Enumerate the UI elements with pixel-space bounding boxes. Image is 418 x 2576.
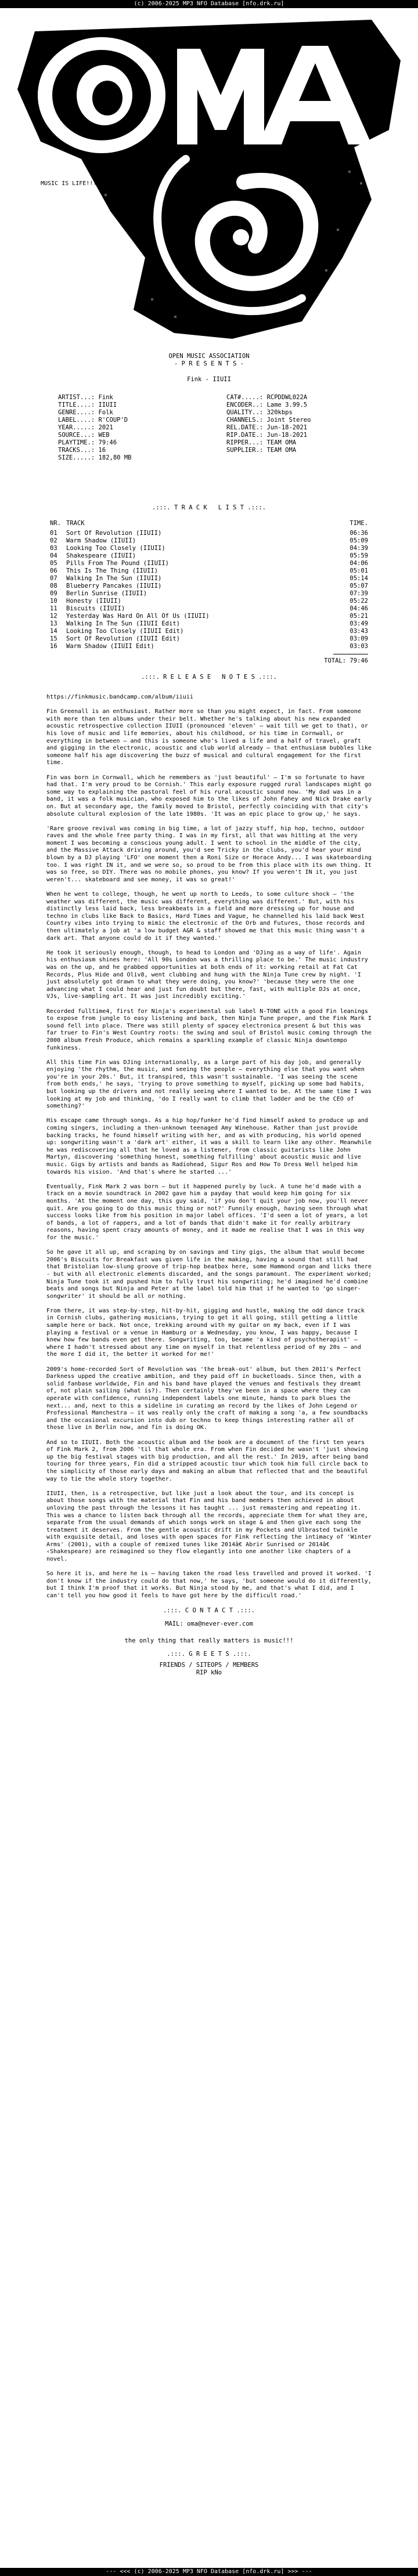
info-right-label: RIPPER	[226, 439, 248, 446]
info-left-label: GENRE	[58, 409, 77, 416]
info-left-dots: ....:	[76, 417, 99, 424]
info-right-dots: ..:	[252, 409, 267, 416]
track-time: 06:36	[349, 530, 368, 537]
info-left-label: TITLE	[58, 401, 77, 408]
logo-tagline: MUSIC IS LIFE!!!	[41, 180, 97, 187]
release-info-right	[226, 394, 377, 454]
track-number: 02	[50, 537, 57, 544]
info-left-value: IIUII	[98, 401, 117, 408]
oma-ascii-logo	[0, 8, 418, 350]
track-time: 05:14	[349, 575, 368, 582]
info-right-row	[226, 424, 377, 432]
tracklist-columns	[46, 520, 372, 527]
info-left-row	[58, 409, 209, 417]
track-name: Blueberry Pancakes (IIUII)	[66, 583, 162, 589]
track-number: 06	[50, 567, 57, 574]
release-notes	[46, 694, 372, 1600]
track-row	[46, 537, 372, 545]
track-time: 05:01	[349, 567, 368, 574]
track-name: Yesterday Was Hard On All Of Us (IIUII)	[66, 613, 210, 620]
info-right-value: 320kbps	[266, 409, 293, 416]
track-time: 05:07	[349, 583, 368, 589]
track-number: 12	[50, 613, 57, 620]
info-right-dots: ..:	[252, 401, 267, 408]
info-left-row	[58, 394, 209, 401]
info-right-value: Lame 3.99.5	[266, 401, 308, 408]
track-time: 03:49	[349, 620, 368, 627]
track-row	[46, 613, 372, 620]
contact-mail: MAIL: oma@never-ever.com	[165, 1620, 253, 1628]
track-name: Sort Of Revolution (IIUII)	[66, 530, 162, 537]
track-row	[46, 635, 372, 643]
info-left-value: Fink	[98, 394, 113, 401]
motto: the only thing that really matters is music!!!	[124, 1637, 294, 1645]
info-right-row	[226, 417, 377, 424]
info-left-row	[58, 439, 209, 447]
notes-paragraph: Recorded fulltime4, first for Ninja's experimental sub label N-TONE with a good Fin leanings to expose from jungle to easy listening and back, then Ninja Tune proper, and the Fink Mark I sound fell into place. There was still plenty of spacey electronica present & but this was far truer to Fin's West Country roots: the swing and soul of Bristol music coming through the 2000 album Fresh Produce, which remains a sparkling example of classic Ninja downtempo funkiness.	[46, 1008, 372, 1051]
info-right-row	[226, 432, 377, 439]
track-name: Warm Shadow (IIUII Edit)	[66, 643, 154, 650]
track-name: Biscuits (IIUII)	[66, 605, 125, 612]
track-name: Honesty (IIUII)	[66, 598, 121, 605]
col-time: TIME.	[349, 520, 368, 527]
notes-paragraph: And so to IIUII. Both the acoustic album and the book are a document of the first ten years of Fink Mark 2, from 2006 'til that whole era. From when Fin decided he wasn't 'just showing up the big festival stages with big production, and all the rest.' In 2019, after being band touring for three years, Fin did a stripped acoustic tour which took him full circle back to the simplicity of those early days and making an album that reflected that and the beautiful way to tie the whole story together.	[46, 1439, 368, 1482]
notes-paragraph: 'Rare groove revival was coming in big time, a lot of jazzy stuff, hip hop, techno, outdoor raves and the whole free party thing. I was in my first, all that was hitting at the very moment I was becoming a conscious young adult. I went to school in the middle of the city, and the Massive Attack driving around, you'd see Tricky in the clubs, you'd hear your mind blown by a DJ playing 'LFO' one moment then a Roni Size or Horace Andy... I was skateboarding too. I was right IN it, and we were so, so proud to be from this place with its own thing. It was so free, so DIY. There was no mobile phones, you know? If you weren't IN it, you just weren't... skateboard and see money, it was so great!'	[46, 825, 372, 883]
info-left-label: LABEL	[58, 417, 77, 424]
track-name: This Is The Thing (IIUII)	[66, 567, 158, 574]
info-right-row	[226, 409, 377, 417]
info-left-label: YEAR	[58, 424, 73, 431]
info-right-row	[226, 394, 377, 401]
tracklist	[46, 530, 372, 650]
info-left-dots: ...:	[80, 394, 99, 401]
logo-letter-o-hole	[92, 81, 122, 115]
info-left-dots: .....:	[73, 424, 99, 431]
info-right-label: CHANNELS	[226, 417, 256, 424]
info-left-value: 79:46	[98, 439, 117, 446]
info-left-label: TRACKS	[58, 447, 80, 454]
notes-paragraph: So he gave it all up, and scraping by on savings and tiny gigs, the album that would become 2006's Biscuits for Breakfast was given life in the making, having a sound that still had that Bristolian low-slung groove of trip-hop beatbox here, some Hammond organ and licks there - but with all electronic elements discarded, and the songs paramount. The experiment worked; Ninja Tune took it and pushed him to fully trust his songwriting; he'd imagined he'd combine beats and songs but Ninja and Peter at the label told him that if he wanted to 'go singer-songwriter' it should be all or nothing.	[46, 1249, 372, 1300]
notes-paragraph: Eventually, Fink Mark 2 was born – but it happened purely by luck. A tune he'd made with a track on a movie soundtrack in 2002 gave him a payday that would keep him going for six months. 'At the moment one day, this guy said, 'if you don't quit your job now, you'll never quit. Are you going to do this music thing or not?' Funnily enough, having seen through what success looks like from his position in major label offices. 'I'd seen a lot of years, a lot of bands, a lot of rappers, and a lot of bands that didn't make it for really arbitrary reasons, having spent crazy amounts of money, and it made me realise that I was in this way for the music.'	[46, 1183, 368, 1241]
track-number: 08	[50, 583, 57, 589]
info-left-label: PLAYTIME	[58, 439, 88, 446]
logo-artwork	[0, 8, 418, 350]
release-notes-heading: .:::. R E L E A S E N O T E S .:::.	[141, 674, 277, 681]
info-left-value: 182,80 MB	[98, 454, 132, 461]
info-left-row	[58, 447, 209, 454]
track-name: Pills From The Pound (IIUII)	[66, 560, 170, 567]
greets-line-2: RIP kNo	[196, 1669, 222, 1677]
track-name: Walking In The Sun (IIUII)	[66, 575, 162, 582]
info-left-row	[58, 417, 209, 424]
contact-heading: .:::. C O N T A C T .:::.	[163, 1607, 255, 1615]
info-right-label: SUPPLIER	[226, 447, 256, 454]
info-right-value: Jun-18-2021	[266, 432, 308, 439]
track-row	[46, 605, 372, 613]
greets-heading: .:::. G R E E T S .:::.	[167, 1651, 251, 1658]
info-left-value: WEB	[98, 432, 110, 439]
association-name: OPEN MUSIC ASSOCIATION	[168, 353, 250, 360]
track-name: Berlin Sunrise (IIUII)	[66, 590, 147, 597]
info-left-value: 16	[98, 447, 106, 454]
track-row	[46, 628, 372, 635]
info-right-row	[226, 401, 377, 409]
track-name: Sort Of Revolution (IIUII Edit)	[66, 635, 180, 642]
col-track: TRACK	[66, 520, 85, 527]
info-right-row	[226, 439, 377, 447]
track-row	[46, 530, 372, 537]
track-row	[46, 643, 372, 650]
track-number: 09	[50, 590, 57, 597]
track-number: 16	[50, 643, 57, 650]
info-left-dots: ....:	[76, 409, 99, 416]
info-right-value: RCPDDWL022A	[266, 394, 308, 401]
total-block	[46, 650, 372, 665]
track-row	[46, 567, 372, 575]
info-right-value: TEAM OMA	[266, 447, 297, 454]
track-row	[46, 545, 372, 552]
track-number: 10	[50, 598, 57, 605]
track-row	[46, 620, 372, 628]
info-right-label: ENCODER	[226, 401, 253, 408]
track-row	[46, 552, 372, 560]
track-number: 11	[50, 605, 57, 612]
release-info-left	[58, 394, 209, 462]
info-right-dots: .:	[255, 424, 267, 431]
notes-paragraph: When he went to college, though, he went up north to Leeds, to some culture shock – 'the weather was different, the music was different, everything was different.' But, with his distinctly less laid back, less breakbeats in a field and more dressing up for house and techno in clubs like Back to Basics, Hard Times and Vague, he channelled his laid back West Country vibes into trying to mimic the electronic of the Orb and Futures, those records and then ultimately a job at 'a low budget A&R & staff showed me that this music thing wasn't a dark art. That anyone could do it if they wanted.'	[46, 891, 365, 942]
track-row	[46, 575, 372, 583]
notes-paragraph: All this time Fin was DJing internationally, as a large part of his day job, and generally enjoying 'the rhythm, the music, and seeing the people – everything else that you want when you're in your 20s.' But, it transpired, this wasn't sustainable. 'I was seeing the scene from both ends,' he says, 'trying to prove something to myself, picking up some bad habits, but looking up the drivers and not really seeing where I wanted to be. At the same time I was looking at my job and thinking, 'do I really want to climb that ladder and be the CEO of something?'	[46, 1059, 372, 1110]
info-right-label: CAT#	[226, 394, 242, 401]
track-row	[46, 583, 372, 590]
presents-line: - P R E S E N T S -	[174, 360, 244, 367]
info-left-label: ARTIST	[58, 394, 80, 401]
top-banner: (c) 2006-2025 MP3 NFO Database [nfo.drk.ru]	[0, 0, 418, 8]
logo-swirl-center	[233, 229, 249, 245]
info-left-row	[58, 424, 209, 432]
greets-line-1: FRIENDS / SITEOPS / MEMBERS	[159, 1662, 259, 1669]
info-left-row	[58, 432, 209, 439]
info-right-dots: .:	[255, 417, 267, 424]
release-title: Fink - IIUII	[187, 376, 231, 383]
track-time: 04:06	[349, 560, 368, 567]
col-nr: NR.	[50, 520, 61, 527]
info-right-row	[226, 447, 377, 454]
track-name: Looking Too Closely (IIUII)	[66, 545, 165, 552]
track-name: Shakespeare (IIUII)	[66, 552, 136, 559]
track-row	[46, 598, 372, 605]
info-left-dots: ....:	[76, 401, 99, 408]
track-time: 05:21	[349, 613, 368, 620]
notes-url: https://finkmusic.bandcamp.com/album/iiuii	[46, 694, 193, 700]
track-row	[46, 590, 372, 598]
info-left-label: SOURCE	[58, 432, 80, 439]
track-number: 03	[50, 545, 57, 552]
track-time: 04:46	[349, 605, 368, 612]
track-number: 14	[50, 628, 57, 635]
track-time: 05:09	[349, 537, 368, 544]
info-right-label: RIP.DATE	[226, 432, 256, 439]
track-time: 03:43	[349, 628, 368, 635]
track-number: 07	[50, 575, 57, 582]
track-number: 05	[50, 560, 57, 567]
notes-paragraph: Fin Greenall is an enthusiast. Rather more so than you might expect, in fact. From someone with more than ten albums under their belt. Whether he's talking about his new expanded acoustic retrospective collection IIUII (pronounced 'eleven' – wait till we get to that), or his love of music and life memories, about his childhood, or his time in Cornwall, or everything in between – and this is someone who's lived a life and a half of travel, graft and gigging in the electronic, acoustic and club world already – that enthusiasm bubbles like someone half his age discovering the buzz of musical and cultural engagement for the first time.	[46, 708, 372, 766]
track-row	[46, 560, 372, 567]
track-name: Looking Too Closely (IIUII Edit)	[66, 628, 184, 635]
info-left-dots: .:	[87, 439, 99, 446]
info-left-dots: ...:	[80, 447, 99, 454]
info-right-value: Joint Stereo	[266, 417, 311, 424]
info-right-label: REL.DATE	[226, 424, 256, 431]
tracklist-heading: .:::. T R A C K L I S T .:::.	[152, 504, 266, 511]
track-time: 05:22	[349, 598, 368, 605]
info-right-dots: ...:	[248, 439, 267, 446]
notes-paragraph: 2009's home-recorded Sort of Revolution was 'the break-out' album, but then 2011's Perfect Darkness upped the creative ambition, and they paid off in bucketloads. Since then, with a solid fanbase worldwide, Fin and his band have played the venues and festivals they dreamt of, not plain sailing (what is?). Then certainly they've been in a space where they can operate with confidence, running independent labels one minute, hands to park blues the next... and, next to this a sideline in curating an record by the likes of John Legend or Professional Manchestra – it was really only the craft of making a song 'a, a few soundbacks and the occasional excursion into dub or techno to keep things interesting rather all of those live in Berlin now, and fin is doing OK.	[46, 1366, 368, 1431]
info-right-value: Jun-18-2021	[266, 424, 308, 431]
release-info	[58, 394, 360, 498]
info-right-dots: .....:	[241, 394, 267, 401]
track-time: 03:03	[349, 643, 368, 650]
track-number: 15	[50, 635, 57, 642]
info-right-dots: .:	[255, 432, 267, 439]
notes-paragraph: He took it seriously enough, though, to head to London and 'DJing as a way of life'. Again his enthusiasm shines here: 'All 90s London was a thrilling place to be.' The music industry was on the up, and he grabbed opportunities at both ends of it: working retail at Fat Cat Records, Plus Hide and Oliv8, went clubbing and hung with the Ninja Tune crew by night. 'I just absolutely got drawn to what they were doing, you know?' 'because they were the one advancing what I could hear and just fun doubt but there, fast, with multiple DJs at once, VJs, live-sampling art. It was just incredibly exciting.'	[46, 949, 368, 1000]
track-name: Walking In The Sun (IIUII Edit)	[66, 620, 180, 627]
notes-paragraph: Fin was born in Cornwall, which he remembers as 'just beautiful' – I'm so fortunate to have had that. I'm very proud to be Cornish.' This early exposure rugged rural landscapes might go some way to explaining the pastoral feel of his rural acoustic sound now. 'My dad was in a band, it was a folk musician, who exposed him to the likes of John Fahey and Nick Drake early on. But at secondary age, the family moved to Bristol, perfectly coinciding with that city's absolute cultural explosion of the late 1980s. 'It was an epic place to grow up,' he says.	[46, 774, 372, 817]
info-left-label: SIZE	[58, 454, 73, 461]
notes-paragraph: So here it is, and here he is – having taken the road less travelled and proved it worked. 'I don't know if the industry could do that now,' he says, 'but someone would do it differently, but I think I'm proof that it works. But Ninja stood by me, and that's what I did, and I can't tell you how good it feels to have got here by the difficult road.'	[46, 1571, 372, 1600]
notes-paragraph: His escape came through songs. As a hip hop/funker he'd find himself asked to produce up and coming singers, including a then-unknown teenaged Amy Winehouse. Rather than just provide backing tracks, he found himself writing with her, and as with producing, his world opened up: songwriting wasn't a 'dark art' either, it was a skill to learn like any other. Meanwhile he was rediscovering all that he loved as a listener, from classic guitarists like John Martyn, discovering 'something honest, something fulfilling' about acoustic music and live music. Gigs by artists and bands as Radiohead, Sigur Ros and How To Dress Well helped him towards his vision. 'And that's where he started ...'	[46, 1117, 372, 1175]
track-time: 04:39	[349, 545, 368, 552]
notes-paragraph: From there, it was step-by-step, hit-by-hit, gigging and hustle, making the odd dance track in Cornish clubs, gathering musicians, trying to get it all going, still getting a little sample here or back. Not once, trekking around with my guitar on my back, even if I was playing a festival or a venue in Hamburg or a Wednesday, you know, I was happy, because I knew how few bands even get there. Songwriting, too, became 'a kind of psychotherapist' – where I hadn't stressed about any time on myself in that relentless period of my 20s – and the more I did it, the better it worked for me!'	[46, 1307, 365, 1358]
track-number: 01	[50, 530, 57, 537]
info-left-row	[58, 401, 209, 409]
info-right-label: QUALITY	[226, 409, 253, 416]
track-time: 05:59	[349, 552, 368, 559]
notes-paragraph: IIUII, then, is a retrospective, but like just a look about the tour, and its concept is about those songs with the material that Fin and his band members then achieved in about unloving the past through the lessons it has taught ... just remastering and repeating it. This was a chance to listen back through all the records, appreciate them for what they are, separate from the usual demands of which songs work on stage & and then give each song the treatment it deserves. From the gentle acoustic drift in my Pockets and Ulbrasted twinkle with exquisite detail, and loses with open spaces for Fink reflecting the intimacy of 'Winter Arms' (2001), with a couple of remixed tunes like 2014â€ Abrir Sunrised or 2014â€ ‹Shakespeare) are reimagined so they flow elegantly into one another like chapters of a novel.	[46, 1490, 372, 1563]
track-name: Warm Shadow (IIUII)	[66, 537, 136, 544]
track-number: 13	[50, 620, 57, 627]
track-time: 03:09	[349, 635, 368, 642]
info-left-value: Folk	[98, 409, 113, 416]
info-left-dots: .....:	[73, 454, 99, 461]
track-number: 04	[50, 552, 57, 559]
info-left-value: 2021	[98, 424, 113, 431]
info-right-value: TEAM OMA	[266, 439, 297, 446]
info-right-dots: .:	[255, 447, 267, 454]
total-playtime: TOTAL: 79:46	[324, 657, 368, 664]
track-time: 07:39	[349, 590, 368, 597]
info-left-row	[58, 454, 209, 462]
info-left-value: R'COUP'D	[98, 417, 128, 424]
bottom-banner: --- <<< (c) 2006-2025 MP3 NFO Database [nfo.drk.ru] >>> ---	[0, 2568, 418, 2576]
info-left-dots: ...:	[80, 432, 99, 439]
